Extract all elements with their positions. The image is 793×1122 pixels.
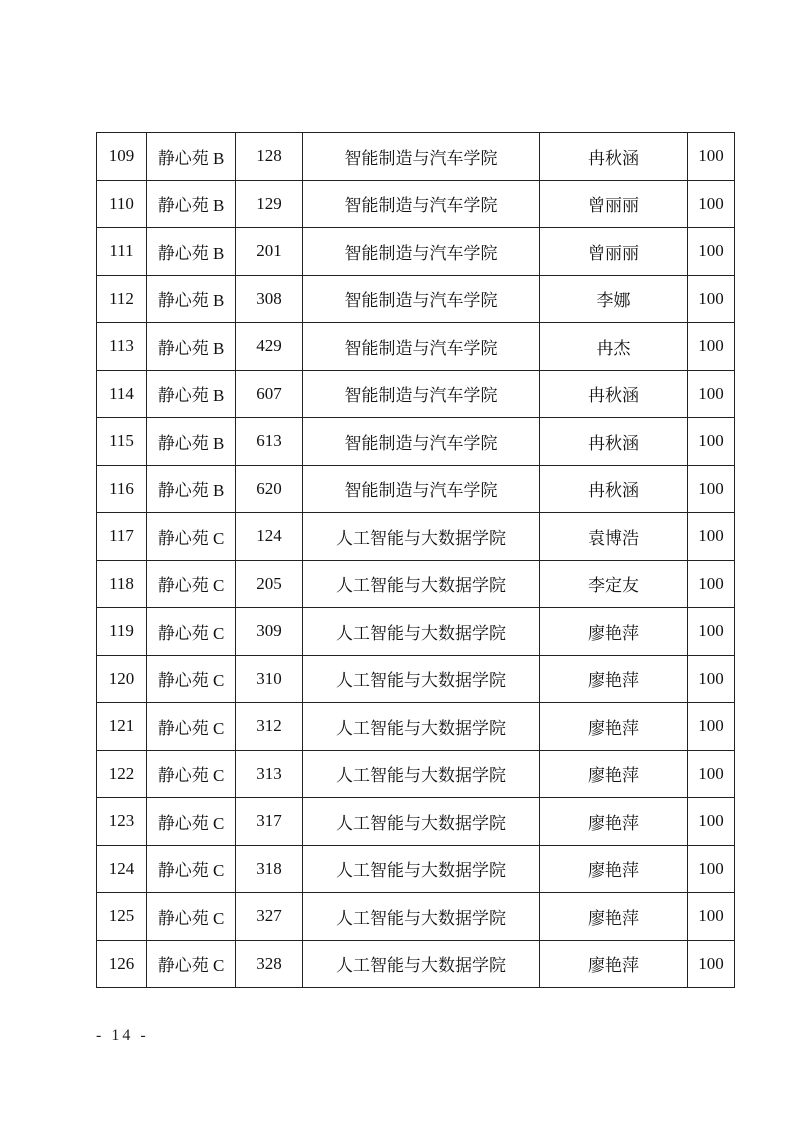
cell-room: 328 (236, 940, 303, 988)
cell-building: 静心苑 B (147, 275, 236, 323)
table-body (97, 133, 735, 988)
table-row (97, 798, 735, 846)
cell-college: 智能制造与汽车学院 (303, 418, 540, 466)
cell-score: 100 (688, 703, 735, 751)
cell-college: 人工智能与大数据学院 (303, 608, 540, 656)
cell-building: 静心苑 C (147, 798, 236, 846)
cell-person: 廖艳萍 (540, 893, 688, 941)
cell-building: 静心苑 C (147, 655, 236, 703)
cell-person: 廖艳萍 (540, 703, 688, 751)
cell-score: 100 (688, 418, 735, 466)
table-row (97, 418, 735, 466)
cell-score: 100 (688, 180, 735, 228)
cell-number: 125 (97, 893, 147, 941)
cell-room: 327 (236, 893, 303, 941)
cell-score: 100 (688, 608, 735, 656)
cell-room: 124 (236, 513, 303, 561)
cell-number: 122 (97, 750, 147, 798)
cell-person: 冉秋涵 (540, 133, 688, 181)
cell-college: 智能制造与汽车学院 (303, 180, 540, 228)
cell-college: 智能制造与汽车学院 (303, 275, 540, 323)
cell-room: 129 (236, 180, 303, 228)
cell-number: 115 (97, 418, 147, 466)
cell-room: 318 (236, 845, 303, 893)
cell-building: 静心苑 B (147, 465, 236, 513)
cell-room: 317 (236, 798, 303, 846)
cell-score: 100 (688, 893, 735, 941)
cell-score: 100 (688, 750, 735, 798)
table-row (97, 608, 735, 656)
cell-number: 113 (97, 323, 147, 371)
cell-number: 116 (97, 465, 147, 513)
cell-person: 廖艳萍 (540, 845, 688, 893)
cell-person: 廖艳萍 (540, 750, 688, 798)
cell-score: 100 (688, 323, 735, 371)
page-number: - 14 - (96, 1027, 149, 1044)
cell-person: 李定友 (540, 560, 688, 608)
table-row (97, 133, 735, 181)
cell-score: 100 (688, 370, 735, 418)
table-row (97, 655, 735, 703)
dormitory-score-table (96, 132, 735, 988)
cell-college: 智能制造与汽车学院 (303, 133, 540, 181)
cell-score: 100 (688, 798, 735, 846)
table-row (97, 893, 735, 941)
cell-room: 607 (236, 370, 303, 418)
cell-score: 100 (688, 845, 735, 893)
table-row (97, 845, 735, 893)
table-row (97, 750, 735, 798)
cell-building: 静心苑 C (147, 893, 236, 941)
cell-building: 静心苑 C (147, 845, 236, 893)
cell-person: 李娜 (540, 275, 688, 323)
table-row (97, 275, 735, 323)
cell-building: 静心苑 B (147, 180, 236, 228)
cell-building: 静心苑 C (147, 940, 236, 988)
cell-college: 人工智能与大数据学院 (303, 560, 540, 608)
cell-college: 智能制造与汽车学院 (303, 465, 540, 513)
cell-college: 智能制造与汽车学院 (303, 370, 540, 418)
cell-person: 廖艳萍 (540, 655, 688, 703)
cell-room: 429 (236, 323, 303, 371)
table-row (97, 323, 735, 371)
cell-number: 109 (97, 133, 147, 181)
cell-score: 100 (688, 465, 735, 513)
table-row (97, 703, 735, 751)
cell-score: 100 (688, 133, 735, 181)
cell-room: 620 (236, 465, 303, 513)
cell-person: 曾丽丽 (540, 228, 688, 276)
cell-person: 冉秋涵 (540, 418, 688, 466)
cell-room: 128 (236, 133, 303, 181)
cell-score: 100 (688, 560, 735, 608)
cell-building: 静心苑 B (147, 133, 236, 181)
cell-person: 冉秋涵 (540, 370, 688, 418)
cell-person: 廖艳萍 (540, 608, 688, 656)
cell-score: 100 (688, 275, 735, 323)
cell-number: 112 (97, 275, 147, 323)
cell-number: 126 (97, 940, 147, 988)
cell-person: 廖艳萍 (540, 798, 688, 846)
cell-score: 100 (688, 940, 735, 988)
cell-building: 静心苑 C (147, 750, 236, 798)
cell-person: 冉秋涵 (540, 465, 688, 513)
table-row (97, 465, 735, 513)
cell-building: 静心苑 B (147, 228, 236, 276)
cell-college: 智能制造与汽车学院 (303, 323, 540, 371)
cell-college: 人工智能与大数据学院 (303, 845, 540, 893)
table-row (97, 513, 735, 561)
table-row (97, 370, 735, 418)
cell-number: 120 (97, 655, 147, 703)
cell-room: 313 (236, 750, 303, 798)
cell-building: 静心苑 C (147, 513, 236, 561)
cell-college: 人工智能与大数据学院 (303, 893, 540, 941)
cell-building: 静心苑 C (147, 703, 236, 751)
cell-college: 人工智能与大数据学院 (303, 750, 540, 798)
cell-building: 静心苑 B (147, 323, 236, 371)
table-row (97, 228, 735, 276)
cell-score: 100 (688, 655, 735, 703)
cell-room: 309 (236, 608, 303, 656)
cell-room: 201 (236, 228, 303, 276)
cell-number: 124 (97, 845, 147, 893)
cell-person: 曾丽丽 (540, 180, 688, 228)
cell-number: 117 (97, 513, 147, 561)
cell-number: 118 (97, 560, 147, 608)
cell-college: 人工智能与大数据学院 (303, 798, 540, 846)
cell-college: 人工智能与大数据学院 (303, 940, 540, 988)
cell-room: 205 (236, 560, 303, 608)
cell-college: 人工智能与大数据学院 (303, 655, 540, 703)
table-row (97, 180, 735, 228)
cell-college: 人工智能与大数据学院 (303, 703, 540, 751)
cell-building: 静心苑 C (147, 560, 236, 608)
cell-person: 冉杰 (540, 323, 688, 371)
cell-score: 100 (688, 513, 735, 561)
table-row (97, 560, 735, 608)
cell-college: 人工智能与大数据学院 (303, 513, 540, 561)
cell-number: 119 (97, 608, 147, 656)
cell-room: 613 (236, 418, 303, 466)
cell-building: 静心苑 B (147, 370, 236, 418)
cell-number: 121 (97, 703, 147, 751)
cell-number: 111 (97, 228, 147, 276)
cell-number: 123 (97, 798, 147, 846)
cell-college: 智能制造与汽车学院 (303, 228, 540, 276)
cell-room: 310 (236, 655, 303, 703)
cell-building: 静心苑 B (147, 418, 236, 466)
table-row (97, 940, 735, 988)
cell-score: 100 (688, 228, 735, 276)
cell-room: 312 (236, 703, 303, 751)
cell-room: 308 (236, 275, 303, 323)
cell-person: 廖艳萍 (540, 940, 688, 988)
cell-person: 袁博浩 (540, 513, 688, 561)
cell-number: 110 (97, 180, 147, 228)
cell-building: 静心苑 C (147, 608, 236, 656)
cell-number: 114 (97, 370, 147, 418)
